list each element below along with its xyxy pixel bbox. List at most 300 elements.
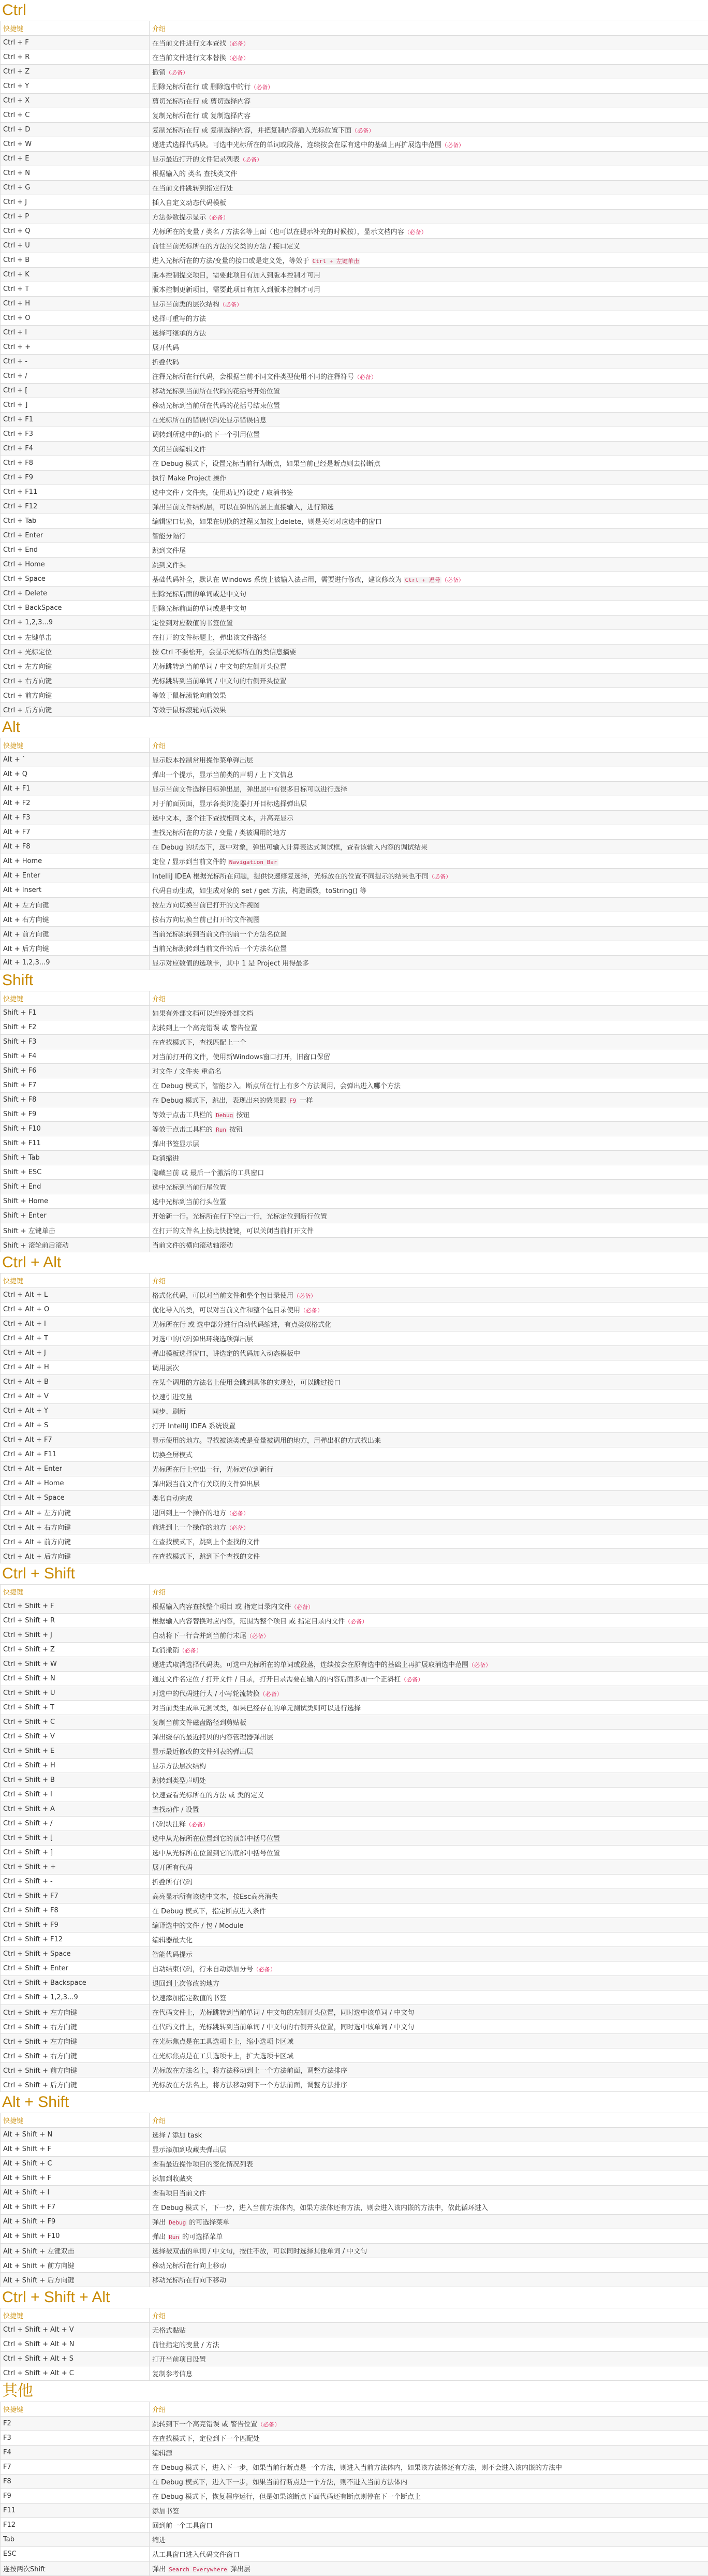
shortcut-description [150, 2019, 708, 2034]
description-text: 弹出一个提示，显示当前类的声明 / 上下文信息 [152, 771, 293, 779]
table-row [1, 326, 708, 340]
table-row [1, 253, 708, 268]
table-row [1, 1020, 708, 1035]
shortcut-key: Alt + F8 [1, 840, 150, 854]
description-text: 按左方向切换当前已打开的文件视图 [152, 902, 260, 910]
table-row [1, 1614, 708, 1628]
shortcut-description [150, 1462, 708, 1476]
shortcut-key: Alt + Shift + 左键双击 [1, 2244, 150, 2258]
shortcut-key: Ctrl + T [1, 282, 150, 297]
shortcut-description [150, 1657, 708, 1672]
description-text: 前往指定的变量 / 方法 [152, 2341, 219, 2349]
shortcut-description [150, 1093, 708, 1107]
shortcut-key: Ctrl + Shift + J [1, 1628, 150, 1643]
inline-code: Debug [215, 1112, 234, 1119]
shortcut-description [150, 2562, 708, 2576]
table-row [1, 2128, 708, 2142]
shortcut-key: Ctrl + Shift + T [1, 1701, 150, 1715]
shortcut-key: F9 [1, 2489, 150, 2504]
description-text: 对于前面页面，显示各类浏览器打开目标选择弹出层 [152, 800, 307, 808]
shortcut-description [150, 2063, 708, 2077]
shortcut-description [150, 1701, 708, 1715]
table-row [1, 65, 708, 79]
table-row [1, 1773, 708, 1788]
shortcut-key: Ctrl + 左方向键 [1, 659, 150, 674]
shortcut-description [150, 1889, 708, 1904]
shortcut-key: F11 [1, 2504, 150, 2518]
shortcut-description [150, 1933, 708, 1947]
description-text: 在打开的文件标题上，弹出该文件路径 [152, 634, 267, 642]
table-row [1, 2431, 708, 2446]
description-text: 无格式黏贴 [152, 2327, 186, 2335]
shortcut-key: F2 [1, 2417, 150, 2431]
shortcut-key: Ctrl + G [1, 181, 150, 195]
shortcut-description [150, 340, 708, 355]
description-text: 光标跳转到当前单词 / 中文句的左侧开头位置 [152, 663, 287, 671]
shortcut-description [150, 2048, 708, 2063]
table-row [1, 1346, 708, 1360]
column-header-shortcut: 快捷键 [1, 21, 150, 36]
description-text: 智能代码提示 [152, 1951, 193, 1959]
table-header-row [1, 2402, 708, 2417]
shortcut-key: Ctrl + D [1, 123, 150, 137]
column-header-description: 介绍 [150, 2308, 708, 2323]
description-text: 等效于鼠标滚轮向前效果 [152, 692, 226, 700]
shortcut-description [150, 1802, 708, 1817]
description-text: 等效于鼠标滚轮向后效果 [152, 707, 226, 714]
shortcut-description [150, 572, 708, 587]
description-text: 弹出 [152, 2233, 168, 2241]
shortcut-key: Ctrl + Shift + B [1, 1773, 150, 1788]
shortcut-description [150, 630, 708, 645]
shortcut-key: Ctrl + Alt + 左方向键 [1, 1505, 150, 1520]
table-row [1, 152, 708, 166]
table-row [1, 1418, 708, 1433]
description-text: 调转到所选中的词的下一个引用位置 [152, 431, 260, 439]
description-text: 复制参考信息 [152, 2370, 193, 2378]
shortcut-description [150, 869, 708, 883]
table-row [1, 1672, 708, 1686]
shortcut-key: Shift + F8 [1, 1093, 150, 1107]
shortcut-description [150, 514, 708, 529]
shortcut-description [150, 2200, 708, 2215]
description-text: 方法参数提示显示 [152, 214, 206, 222]
shortcut-description [150, 1317, 708, 1331]
shortcut-key: Alt + Shift + F [1, 2142, 150, 2157]
table-row [1, 1035, 708, 1049]
shortcut-key: Shift + F7 [1, 1078, 150, 1093]
shortcut-description [150, 282, 708, 297]
description-text: 递进式取消选择代码块。可选中光标所在的单词或段落，连续按会在原有选中的基础上再扩展取消选中范围 [152, 1661, 468, 1669]
description-text: 对选中的代码进行大 / 小写轮流转换 [152, 1690, 260, 1698]
table-row [1, 1657, 708, 1672]
description-text: 添加书签 [152, 2508, 179, 2515]
table-row [1, 210, 708, 224]
description-text: 快速引进变量 [152, 1394, 193, 1401]
table-row [1, 912, 708, 927]
description-text: 执行 Make Project 操作 [152, 475, 226, 482]
description-text: 跳转到上一个高亮错误 或 警告位置 [152, 1024, 257, 1032]
description-text: 等效于点击工具栏的 [152, 1111, 215, 1119]
table-header-row [1, 1585, 708, 1599]
required-mark: （必备） [441, 577, 464, 583]
shortcut-key: Ctrl + Shift + Alt + S [1, 2352, 150, 2366]
shortcut-description [150, 2352, 708, 2366]
description-text: 按 Ctrl 不要松开，会显示光标所在的类信息摘要 [152, 649, 296, 656]
description-text: 插入自定义动态代码模板 [152, 199, 226, 207]
shortcut-description [150, 912, 708, 927]
description-text: 对文件 / 文件夹 重命名 [152, 1068, 222, 1076]
shortcut-description [150, 825, 708, 840]
description-text: 选中文件 / 文件夹，使用助记符设定 / 取消书签 [152, 489, 293, 497]
shortcut-description [150, 65, 708, 79]
description-text: 在当前文件进行文本替换 [152, 54, 226, 62]
shortcut-key: Ctrl + 后方向键 [1, 702, 150, 717]
shortcut-key: Ctrl + N [1, 166, 150, 181]
shortcut-key: Alt + Shift + I [1, 2186, 150, 2200]
table-row [1, 956, 708, 970]
description-text: 移动光标到当前所在代码的花括号结束位置 [152, 402, 280, 410]
table-row [1, 1064, 708, 1078]
shortcut-description [150, 326, 708, 340]
shortcut-description [150, 558, 708, 572]
table-row [1, 398, 708, 413]
description-text: 优化导入的类，可以对当前文件和整个包目录使用 [152, 1307, 300, 1314]
table-row [1, 297, 708, 311]
description-text: 删除光标所在行 或 删除选中的行 [152, 83, 250, 91]
description-text: 编辑源 [152, 2450, 172, 2457]
table-row [1, 840, 708, 854]
table-row [1, 369, 708, 384]
shortcut-section [0, 2092, 708, 2287]
description-text: 自动将下一行合并到当前行末尾 [152, 1632, 246, 1640]
shortcut-key: F4 [1, 2446, 150, 2460]
table-row [1, 2547, 708, 2562]
shortcut-description [150, 601, 708, 616]
table-row [1, 1520, 708, 1534]
shortcut-description [150, 253, 708, 268]
table-row [1, 181, 708, 195]
table-row [1, 384, 708, 398]
description-text: 调用层次 [152, 1365, 179, 1372]
shortcut-description [150, 840, 708, 854]
shortcut-table [0, 2402, 708, 2576]
table-row [1, 898, 708, 912]
shortcut-section [0, 2381, 708, 2576]
description-text: 跳到文件尾 [152, 547, 186, 555]
description-text: 在 Debug 模式下，跳出，表现出来的效果跟 [152, 1097, 288, 1105]
shortcut-description [150, 956, 708, 970]
shortcut-description [150, 355, 708, 369]
table-row [1, 1180, 708, 1194]
table-row [1, 1715, 708, 1730]
table-row [1, 166, 708, 181]
shortcut-description [150, 1614, 708, 1628]
required-mark: （必备） [441, 142, 464, 149]
shortcut-key: Ctrl + Shift + N [1, 1672, 150, 1686]
shortcut-key: Ctrl + Z [1, 65, 150, 79]
description-text: 移动光标所在行向上移动 [152, 2262, 226, 2270]
table-row [1, 941, 708, 956]
shortcut-key: Shift + F6 [1, 1064, 150, 1078]
table-header-row [1, 991, 708, 1006]
description-text: 取消撤销 [152, 1647, 179, 1655]
table-row [1, 94, 708, 108]
shortcut-key: Ctrl + Alt + V [1, 1389, 150, 1404]
shortcut-description [150, 2215, 708, 2229]
shortcut-key: F8 [1, 2475, 150, 2489]
description-text: 选择可重写的方法 [152, 315, 206, 323]
description-text: 类名自动完成 [152, 1495, 193, 1503]
table-row [1, 268, 708, 282]
description-text: 等效于点击工具栏的 [152, 1126, 215, 1134]
shortcut-description [150, 50, 708, 65]
shortcut-description [150, 1078, 708, 1093]
required-mark: （必备） [206, 214, 229, 221]
table-row [1, 2077, 708, 2092]
description-text: 移动光标所在行向下移动 [152, 2277, 226, 2285]
shortcut-key: Ctrl + Shift + V [1, 1730, 150, 1744]
shortcut-description [150, 442, 708, 456]
shortcut-key: Ctrl + Shift + Alt + V [1, 2323, 150, 2337]
table-row [1, 2475, 708, 2489]
description-text: 按右方向切换当前已打开的文件视图 [152, 916, 260, 924]
shortcut-description [150, 2475, 708, 2489]
shortcut-description [150, 1686, 708, 1701]
description-text: 光标所在行 或 选中部分进行自动代码缩进，有点类似格式化 [152, 1321, 331, 1329]
table-row [1, 2273, 708, 2287]
table-row [1, 2229, 708, 2244]
shortcut-description [150, 94, 708, 108]
table-row [1, 413, 708, 427]
description-tail: 按钮 [227, 1126, 243, 1134]
shortcut-key: Ctrl + Shift + - [1, 1875, 150, 1889]
shortcut-key: Ctrl + 1,2,3...9 [1, 616, 150, 630]
shortcut-key: Ctrl + F9 [1, 471, 150, 485]
shortcut-description [150, 1331, 708, 1346]
shortcut-key: Ctrl + Shift + I [1, 1788, 150, 1802]
description-text: 在 Debug 模式下，设置光标当前行为断点，如果当前已经是断点则去掉断点 [152, 460, 380, 468]
shortcut-description [150, 471, 708, 485]
table-row [1, 2186, 708, 2200]
shortcut-key: Ctrl + Alt + B [1, 1375, 150, 1389]
shortcut-description [150, 2142, 708, 2157]
shortcut-description [150, 782, 708, 796]
table-row [1, 1433, 708, 1447]
description-text: 对当前打开的文件，使用新Windows窗口打开，旧窗口保留 [152, 1053, 330, 1061]
shortcut-description [150, 1049, 708, 1064]
table-row [1, 2034, 708, 2048]
shortcut-key: Alt + Enter [1, 869, 150, 883]
description-text: 光标放在方法名上，将方法移动到上一个方法前面，调整方法排序 [152, 2067, 347, 2075]
table-row [1, 224, 708, 239]
table-row [1, 485, 708, 500]
table-row [1, 1447, 708, 1462]
shortcut-key: Alt + Shift + F7 [1, 2200, 150, 2215]
shortcut-key: Shift + F11 [1, 1136, 150, 1151]
shortcut-key: Ctrl + H [1, 297, 150, 311]
table-row [1, 2063, 708, 2077]
shortcut-key: Ctrl + + [1, 340, 150, 355]
shortcut-description [150, 2186, 708, 2200]
shortcut-key: Ctrl + F8 [1, 456, 150, 471]
shortcut-description [150, 1628, 708, 1643]
description-text: 在 Debug 模式下，下一步，进入当前方法体内，如果方法体还有方法，则会进入该内嵌的方法中，依此循环进入 [152, 2204, 488, 2212]
shortcut-key: Ctrl + ] [1, 398, 150, 413]
shortcut-description [150, 297, 708, 311]
shortcut-description [150, 854, 708, 869]
inline-code: F9 [288, 1097, 297, 1104]
shortcut-description [150, 311, 708, 326]
shortcut-key: Alt + F3 [1, 811, 150, 825]
table-row [1, 572, 708, 587]
shortcut-description [150, 108, 708, 123]
description-text: 光标放在方法名上，将方法移动到下一个方法前面，调整方法排序 [152, 2082, 347, 2089]
table-header-row [1, 2113, 708, 2128]
shortcut-key: Alt + Insert [1, 883, 150, 898]
shortcut-key: Tab [1, 2533, 150, 2547]
shortcut-description [150, 898, 708, 912]
table-row [1, 1317, 708, 1331]
shortcut-description [150, 1831, 708, 1846]
description-text: 查找动作 / 设置 [152, 1806, 199, 1814]
description-tail: 的可选择菜单 [180, 2233, 223, 2241]
shortcut-description [150, 2446, 708, 2460]
description-text: 跳转到下一个高亮错误 或 警告位置 [152, 2421, 257, 2428]
shortcut-description [150, 1404, 708, 1418]
description-text: 选择 / 添加 task [152, 2132, 202, 2140]
shortcut-description [150, 529, 708, 543]
description-text: 在某个调用的方法名上使用会跳到具体的实现处，可以跳过接口 [152, 1379, 341, 1387]
shortcut-description [150, 2034, 708, 2048]
description-text: 删除光标后面的单词或是中文句 [152, 591, 246, 598]
description-text: 查找光标所在的方法 / 变量 / 类被调用的地方 [152, 829, 286, 837]
table-row [1, 1889, 708, 1904]
shortcut-key: Ctrl + 左键单击 [1, 630, 150, 645]
shortcut-key: Ctrl + J [1, 195, 150, 210]
shortcut-description [150, 1238, 708, 1252]
shortcut-key: Ctrl + C [1, 108, 150, 123]
table-row [1, 1107, 708, 1122]
shortcut-description [150, 1122, 708, 1136]
shortcut-description [150, 268, 708, 282]
shortcut-table [0, 2113, 708, 2287]
description-text: 在代码文件上，光标跳转到当前单词 / 中文句的右侧开头位置，同时选中该单词 / 中文句 [152, 2024, 414, 2031]
shortcut-table [0, 991, 708, 1252]
shortcut-description [150, 166, 708, 181]
shortcut-description [150, 1773, 708, 1788]
shortcut-key: Ctrl + Shift + 左方向键 [1, 2005, 150, 2019]
required-mark: （必备） [186, 1821, 209, 1828]
description-text: 前进到上一个操作的地方 [152, 1524, 226, 1532]
shortcut-key: Ctrl + Alt + F7 [1, 1433, 150, 1447]
table-row [1, 543, 708, 558]
description-text: 根据输入内容查找整个项目 或 指定目录内文件 [152, 1603, 291, 1611]
required-mark: （必备） [429, 873, 451, 880]
column-header-description: 介绍 [150, 738, 708, 753]
shortcut-key: Shift + Tab [1, 1151, 150, 1165]
shortcut-key: Ctrl + Shift + F [1, 1599, 150, 1614]
table-row [1, 674, 708, 688]
shortcut-description [150, 616, 708, 630]
description-text: 弹出跟当前文件有关联的文件弹出层 [152, 1481, 260, 1488]
description-text: 在查找模式下，跳到下个查找的文件 [152, 1553, 260, 1561]
required-mark: （必备） [226, 1525, 249, 1531]
shortcut-key: Alt + ` [1, 753, 150, 767]
description-text: 选择可继承的方法 [152, 330, 206, 338]
description-text: 格式化代码，可以对当前文件和整个包目录使用 [152, 1292, 293, 1300]
shortcut-description [150, 456, 708, 471]
shortcut-key: Ctrl + F12 [1, 500, 150, 514]
shortcut-description [150, 427, 708, 442]
description-text: 当前文件的横向滚动轴滚动 [152, 1242, 233, 1250]
inline-code: Search Everywhere [168, 2566, 228, 2573]
table-row [1, 1730, 708, 1744]
description-text: 复制光标所在行 或 复制选择内容，并把复制内容插入光标位置下面 [152, 127, 351, 135]
table-row [1, 1331, 708, 1346]
table-row [1, 1404, 708, 1418]
shortcut-key: Ctrl + Alt + Y [1, 1404, 150, 1418]
shortcut-key: Ctrl + P [1, 210, 150, 224]
shortcut-description [150, 1375, 708, 1389]
column-header-shortcut: 快捷键 [1, 738, 150, 753]
shortcut-key: Alt + Shift + 后方向键 [1, 2273, 150, 2287]
shortcut-description [150, 811, 708, 825]
table-row [1, 2518, 708, 2533]
description-text: 在 Debug 模式下，进入下一步，如果当前行断点是一个方法，则进入当前方法体内，如果该方法体还有方法，则不会进入该内嵌的方法中 [152, 2464, 562, 2472]
description-text: 展开代码 [152, 344, 179, 352]
shortcut-description [150, 1599, 708, 1614]
description-text: 在查找模式下，跳到上个查找的文件 [152, 1539, 260, 1546]
table-row [1, 1759, 708, 1773]
shortcut-key: Ctrl + Alt + 前方向键 [1, 1534, 150, 1549]
table-row [1, 767, 708, 782]
shortcut-key: Ctrl + Shift + R [1, 1614, 150, 1628]
shortcut-description [150, 1035, 708, 1049]
table-row [1, 1802, 708, 1817]
shortcut-description [150, 1165, 708, 1180]
table-row [1, 2446, 708, 2460]
shortcut-key: Shift + F3 [1, 1035, 150, 1049]
shortcut-description [150, 36, 708, 50]
shortcut-description [150, 2128, 708, 2142]
table-row [1, 825, 708, 840]
shortcut-description [150, 1875, 708, 1889]
column-header-shortcut: 快捷键 [1, 1585, 150, 1599]
description-text: 折叠代码 [152, 359, 179, 367]
shortcut-description [150, 796, 708, 811]
description-text: 弹出 [152, 2219, 168, 2227]
shortcut-description [150, 137, 708, 152]
shortcut-key: Ctrl + Tab [1, 514, 150, 529]
description-text: 编辑窗口切换，如果在切换的过程又加按上delete，则是关闭对应选中的窗口 [152, 518, 382, 526]
description-text: 在 Debug 的状态下，选中对象，弹出可输入计算表达式调试框，查看该输入内容的调试结果 [152, 844, 427, 852]
table-row [1, 1302, 708, 1317]
shortcut-key: Ctrl + Shift + F7 [1, 1889, 150, 1904]
required-mark: （必备） [351, 127, 374, 134]
shortcut-description [150, 883, 708, 898]
section-title: Ctrl [0, 0, 708, 21]
shortcut-description [150, 2489, 708, 2504]
shortcut-key: Ctrl + U [1, 239, 150, 253]
shortcut-key: Ctrl + Shift + [ [1, 1831, 150, 1846]
table-row [1, 1549, 708, 1563]
shortcut-key: Ctrl + Alt + I [1, 1317, 150, 1331]
table-row [1, 1933, 708, 1947]
shortcut-description [150, 1846, 708, 1860]
shortcut-key: Ctrl + [ [1, 384, 150, 398]
shortcut-description [150, 1730, 708, 1744]
